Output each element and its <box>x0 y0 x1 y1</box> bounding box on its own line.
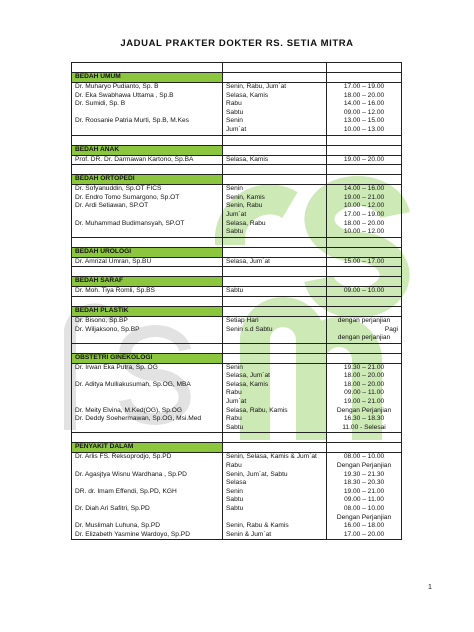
spacer-cell <box>72 237 223 247</box>
doctor-name: Dr. Meity Elvina, M.Ked(OG), Sp.OG <box>75 406 182 414</box>
practice-time: 19.00 – 20.00 <box>343 155 385 163</box>
practice-days-cell <box>223 257 327 267</box>
practice-time: 19.30 – 21.30 <box>343 470 385 478</box>
practice-days: Sabtu <box>226 496 244 504</box>
practice-time: 14.00 – 16.00 <box>343 185 385 193</box>
practice-time: 16.00 – 18.00 <box>343 522 385 530</box>
practice-days: Selasa, Jum`at <box>226 372 270 380</box>
practice-time: dengan perjanjian <box>337 316 391 324</box>
practice-time: 17.00 – 19.00 <box>343 210 385 218</box>
practice-time: 10.00 – 12.00 <box>343 202 385 210</box>
doctor-name: Dr. Wiljaksono, Sp.BP <box>75 325 140 333</box>
spacer-cell <box>223 296 327 306</box>
doctor-name: Dr. Endro Tomo Sumargono, Sp.OT <box>75 193 180 201</box>
practice-time: 08.00 – 10.00 <box>343 505 385 512</box>
section-spacer-row <box>72 237 402 247</box>
practice-time-cell <box>327 453 402 540</box>
doctor-name: Dr. Irwan Eka Putra, Sp. OG <box>75 363 158 371</box>
practice-time-cell <box>327 155 402 165</box>
practice-days-cell <box>223 185 327 238</box>
section-header-empty-cell <box>223 277 327 287</box>
section-header-empty-cell <box>327 353 402 363</box>
doctor-name: Dr. Bisono, Sp.BP <box>75 316 128 324</box>
doctor-name: Dr. Muharyo Pudianto, Sp. B <box>75 83 159 90</box>
practice-time-cell <box>327 83 402 136</box>
doctor-name <box>75 398 219 407</box>
practice-time: 08.00 – 10.00 <box>343 453 385 461</box>
practice-days-cell <box>223 83 327 136</box>
practice-days: Jum`at <box>226 210 247 218</box>
section-body-row <box>72 287 402 297</box>
spacer-cell <box>327 267 402 277</box>
spacer-cell <box>327 433 402 443</box>
section-header-empty-cell <box>223 306 327 316</box>
practice-days: Senin, Kamis <box>226 193 265 201</box>
section-header: BEDAH ORTOPEDI <box>72 175 223 185</box>
section-header-empty-cell <box>327 145 402 155</box>
section-body-row <box>72 155 402 165</box>
section-body-row <box>72 257 402 267</box>
practice-days: Selasa, Kamis <box>226 380 269 388</box>
practice-days: Setiap Hari <box>226 316 259 324</box>
practice-days: Sabtu <box>226 228 244 236</box>
practice-time: 15.00 – 17.00 <box>343 257 385 265</box>
practice-days: Selasa, Rabu, Kamis <box>226 406 288 414</box>
doctor-name: Dr. Moh. Tiya Romli, Sp.BS <box>75 287 155 295</box>
practice-time: 18.00 – 20.00 <box>343 372 385 380</box>
section-header-empty-cell <box>327 277 402 287</box>
section-spacer-row <box>72 343 402 353</box>
doctor-name: Dr. Sofyanuddin, Sp.OT FICS <box>75 185 162 193</box>
doctor-name <box>75 126 219 135</box>
practice-days: Senin, Rabu & Kamis <box>226 522 289 530</box>
practice-time: 13.00 – 15.00 <box>343 117 385 125</box>
practice-days: Senin, Jum`at, Sabtu <box>226 470 288 478</box>
practice-days: Selasa, Jum`at <box>226 257 270 265</box>
spacer-cell <box>327 135 402 145</box>
document-title: JADUAL PRAKTER DOKTER RS. SETIA MITRA <box>120 38 354 49</box>
section-header-empty-cell <box>223 443 327 453</box>
spacer-cell <box>72 343 223 353</box>
section-header-row <box>72 145 402 155</box>
practice-days: Rabu <box>226 100 242 108</box>
section-header-empty-cell <box>223 175 327 185</box>
practice-time-cell <box>327 287 402 297</box>
section-header-empty-cell <box>223 73 327 83</box>
doctor-name: Dr. Sumidi, Sp. B <box>75 100 126 108</box>
practice-time: Dengan Perjanjian <box>336 513 392 521</box>
section-body-row <box>72 185 402 238</box>
doctor-name-cell <box>72 363 223 433</box>
doctor-name <box>75 462 219 471</box>
practice-time: 18.30 – 20.30 <box>343 479 385 487</box>
section-header-row <box>72 175 402 185</box>
practice-time: 11.00 - Selesai <box>342 423 386 431</box>
practice-time: 09.00 – 11.00 <box>344 389 384 397</box>
practice-time: dengan perjanjian <box>337 334 391 342</box>
practice-days-cell <box>223 155 327 165</box>
section-header-empty-cell <box>327 247 402 257</box>
practice-days: Selasa, Rabu <box>226 219 266 227</box>
page-number: 1 <box>428 584 432 591</box>
spacer-cell <box>72 296 223 306</box>
section-body-row <box>72 453 402 540</box>
doctor-name <box>75 211 219 220</box>
spacer-cell <box>72 267 223 277</box>
spacer-cell <box>327 63 402 73</box>
section-header-empty-cell <box>327 443 402 453</box>
section-header: OBSTETRI GINEKOLOGI <box>72 353 223 363</box>
section-header: BEDAH ANAK <box>72 145 223 155</box>
section-spacer-row <box>72 296 402 306</box>
practice-time: Dengan Perjanjian <box>336 406 392 414</box>
section-spacer-row <box>72 165 402 175</box>
practice-days: Selasa <box>226 479 247 487</box>
section-header-empty-cell <box>327 73 402 83</box>
practice-days: Senin <box>226 363 243 371</box>
practice-time: 18.00 – 20.00 <box>343 91 385 99</box>
practice-days <box>226 334 323 343</box>
practice-time: 10.00 – 12.00 <box>343 228 385 236</box>
practice-time: 17.00 – 20.00 <box>343 530 385 538</box>
doctor-name-cell <box>72 453 223 540</box>
practice-time: 09.00 – 10.00 <box>343 287 385 295</box>
doctor-name <box>75 228 219 237</box>
section-header-row <box>72 353 402 363</box>
doctor-name <box>75 389 219 398</box>
practice-days: Senin, Rabu <box>226 202 263 210</box>
spacer-cell <box>223 63 327 73</box>
practice-time: Dengan Perjanjian <box>336 462 392 470</box>
spacer-cell <box>223 135 327 145</box>
practice-time-cell <box>327 363 402 433</box>
practice-days-cell <box>223 287 327 297</box>
doctor-name-cell <box>72 83 223 136</box>
doctor-name: Dr. Muhammad Budimansyah, SP.OT <box>75 219 185 227</box>
doctor-name <box>75 424 219 433</box>
practice-time: 19.00 – 21.00 <box>343 193 385 201</box>
section-header: PENYAKIT DALAM <box>72 443 223 453</box>
section-body-row <box>72 316 402 343</box>
section-header: BEDAH SARAF <box>72 277 223 287</box>
doctor-name: Dr. Arlis FS. Reksoprodjo, Sp.PD <box>75 453 172 461</box>
practice-days: Senin, Rabu, Jum`at <box>226 83 287 90</box>
section-header-empty-cell <box>223 145 327 155</box>
spacer-cell <box>223 237 327 247</box>
doctor-name <box>75 479 219 488</box>
section-header: BEDAH UROLOGI <box>72 247 223 257</box>
practice-days: Sabtu <box>226 108 244 116</box>
doctor-name: DR. dr. Imam Effendi, Sp.PD, KGH <box>75 487 177 495</box>
practice-days: Sabtu <box>226 287 244 295</box>
practice-time-cell <box>327 316 402 343</box>
doctor-name: Dr. Amrizal Umran, Sp.BU <box>75 257 152 265</box>
practice-time: 17.00 – 19.00 <box>343 83 385 90</box>
section-spacer-row <box>72 63 402 73</box>
practice-days: Senin s.d Sabtu <box>226 325 273 333</box>
practice-days: Jum`at <box>226 398 247 406</box>
doctor-name: Dr. Deddy Soehermawan, Sp.OG, Msi.Med <box>75 415 202 423</box>
practice-time: 09.00 – 12.00 <box>343 108 385 116</box>
doctor-name: Dr. Roosanie Patria Murti, Sp.B, M.Kes <box>75 117 189 125</box>
spacer-cell <box>327 165 402 175</box>
practice-days: Jum`at <box>226 125 247 133</box>
practice-time: Pagi <box>384 325 398 333</box>
section-header-row <box>72 306 402 316</box>
practice-days-cell <box>223 316 327 343</box>
doctor-name-cell <box>72 257 223 267</box>
spacer-cell <box>72 433 223 443</box>
doctor-name: Dr. Agasjtya Wisnu Wardhana , Sp.PD <box>75 470 187 478</box>
practice-days: Senin <box>226 185 243 193</box>
practice-time: 14.00 – 16.00 <box>343 100 385 108</box>
practice-days: Senin & Jum`at <box>226 530 272 538</box>
section-header: BEDAH PLASTIK <box>72 306 223 316</box>
doctor-name-cell <box>72 185 223 238</box>
doctor-name-cell <box>72 316 223 343</box>
practice-days: Senin <box>226 117 243 125</box>
section-header-empty-cell <box>223 247 327 257</box>
practice-days: Senin, Selasa, Kamis & Jum`at <box>226 453 317 461</box>
spacer-cell <box>223 267 327 277</box>
doctor-name: Dr. Aditya Mulliakusumah, Sp.OG, MBA <box>75 380 191 388</box>
doctor-name <box>75 372 219 381</box>
practice-time: 19.30 – 21.00 <box>343 363 385 371</box>
section-header-row <box>72 247 402 257</box>
spacer-cell <box>223 433 327 443</box>
section-header-row <box>72 277 402 287</box>
doctor-name <box>75 334 219 343</box>
section-header-row <box>72 73 402 83</box>
section-header-empty-cell <box>327 306 402 316</box>
practice-time: 18.00 – 20.00 <box>343 380 385 388</box>
doctor-name: Prof. DR. Dr. Darmawan Kartono, Sp.BA <box>75 155 194 163</box>
doctor-schedule-table <box>71 62 402 540</box>
practice-days: Sabtu <box>226 423 244 431</box>
spacer-cell <box>72 63 223 73</box>
practice-days: Selasa, Kamis <box>226 91 269 99</box>
doctor-name-cell <box>72 155 223 165</box>
section-header-row <box>72 443 402 453</box>
doctor-name: Dr. Elizabeth Yasmine Wardoyo, Sp.PD <box>75 530 190 538</box>
spacer-cell <box>72 135 223 145</box>
practice-time: 19.00 – 21.00 <box>343 487 385 495</box>
doctor-name: Dr. Ardi Setiawan, SP.OT <box>75 202 149 210</box>
practice-time: 10.00 – 13.00 <box>343 125 385 133</box>
section-header: BEDAH UMUM <box>72 73 223 83</box>
section-spacer-row <box>72 135 402 145</box>
doctor-name: Dr. Diah Ari Safitri, Sp.PD <box>75 505 150 512</box>
spacer-cell <box>327 343 402 353</box>
doctor-name: Dr. Muslimah Luhuna, Sp.PD <box>75 522 161 530</box>
spacer-cell <box>223 165 327 175</box>
practice-days: Rabu <box>226 415 242 423</box>
doctor-name <box>75 496 219 505</box>
practice-days: Rabu <box>226 462 242 470</box>
doctor-name: Dr. Eka Swabhawa Uttama , Sp.B <box>75 91 174 99</box>
practice-days: Rabu <box>226 389 242 397</box>
practice-time-cell <box>327 257 402 267</box>
spacer-cell <box>327 296 402 306</box>
practice-days-cell <box>223 363 327 433</box>
practice-time-cell <box>327 185 402 238</box>
section-spacer-row <box>72 267 402 277</box>
practice-time: 18.00 – 20.00 <box>343 219 385 227</box>
practice-time: 19.00 – 21.00 <box>343 398 385 406</box>
practice-days <box>226 514 323 523</box>
section-header-empty-cell <box>327 175 402 185</box>
practice-time: 16.30 – 18.30 <box>343 415 385 423</box>
practice-days: Selasa, Kamis <box>226 155 269 163</box>
spacer-cell <box>327 237 402 247</box>
section-body-row <box>72 363 402 433</box>
doctor-name-cell <box>72 287 223 297</box>
practice-days: Sabtu <box>226 505 244 512</box>
practice-days-cell <box>223 453 327 540</box>
doctor-name <box>75 109 219 118</box>
spacer-cell <box>72 165 223 175</box>
section-spacer-row <box>72 433 402 443</box>
practice-time: 09.00 – 11.00 <box>344 496 384 504</box>
doctor-name <box>75 514 219 523</box>
spacer-cell <box>223 343 327 353</box>
section-header-empty-cell <box>223 353 327 363</box>
practice-days: Senin <box>226 487 243 495</box>
section-body-row <box>72 83 402 136</box>
